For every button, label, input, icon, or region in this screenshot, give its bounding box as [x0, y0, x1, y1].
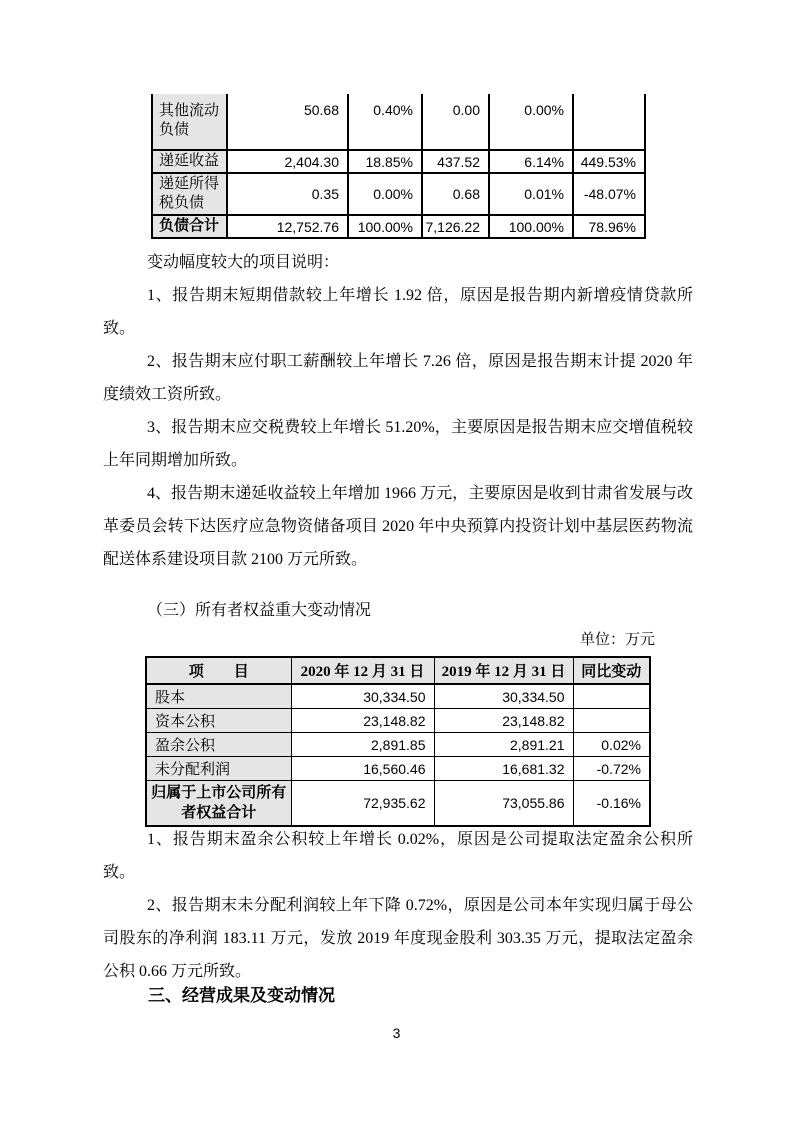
pct-2020: 18.85%	[348, 150, 422, 173]
pct-2019: 6.14%	[489, 150, 573, 173]
row-label: 递延所得税负债	[152, 173, 227, 215]
header-yoy: 同比变动	[573, 657, 650, 684]
row-label: 归属于上市公司所有者权益合计	[146, 781, 291, 827]
value-2019: 2,891.21	[434, 733, 573, 757]
note-paragraph: 1、报告期末短期借款较上年增长 1.92 倍，原因是报告期内新增疫情贷款所致。	[103, 287, 693, 337]
yoy-change	[573, 94, 645, 150]
amount-2020: 2,404.30	[227, 150, 348, 173]
value-2019: 23,148.82	[434, 709, 573, 733]
value-2020: 2,891.85	[291, 733, 434, 757]
value-2020: 16,560.46	[291, 757, 434, 781]
note-paragraph: 4、报告期末递延收益较上年增加 1966 万元，主要原因是收到甘肃省发展与改革委员会转下达医疗应急物资储备项目 2020 年中央预算内投资计划中基层医药物流配送体系建设项目款 2100 万元所致。	[103, 485, 693, 568]
yoy-change: 449.53%	[573, 150, 645, 173]
header-2019: 2019 年 12 月 31 日	[434, 657, 573, 684]
pct-2020: 0.40%	[348, 94, 422, 150]
table-row-total	[146, 781, 650, 827]
header-item: 项 目	[146, 657, 291, 684]
value-2019: 73,055.86	[434, 781, 573, 827]
table-row	[146, 733, 650, 757]
results-section-heading: 三、经营成果及变动情况	[148, 986, 335, 1005]
yoy-change: 0.02%	[573, 733, 650, 757]
notes-intro: 变动幅度较大的项目说明：	[147, 254, 340, 271]
row-label: 资本公积	[146, 709, 291, 733]
amount-2019: 437.52	[422, 150, 489, 173]
equity-notes-block	[103, 823, 693, 988]
row-label: 负债合计	[152, 215, 227, 238]
value-2019: 16,681.32	[434, 757, 573, 781]
yoy-change	[573, 684, 650, 709]
amount-2020: 0.35	[227, 173, 348, 215]
amount-2019: 7,126.22	[422, 215, 489, 238]
value-2019: 30,334.50	[434, 684, 573, 709]
pct-2019: 0.01%	[489, 173, 573, 215]
table-row-total	[152, 215, 645, 238]
value-2020: 23,148.82	[291, 709, 434, 733]
table-row	[146, 757, 650, 781]
value-2020: 30,334.50	[291, 684, 434, 709]
yoy-change: -0.16%	[573, 781, 650, 827]
table-row	[152, 150, 645, 173]
table-row	[152, 94, 645, 150]
value-2020: 72,935.62	[291, 781, 434, 827]
header-2020: 2020 年 12 月 31 日	[291, 657, 434, 684]
note-paragraph: 2、报告期末应付职工薪酬较上年增长 7.26 倍，原因是报告期末计提 2020 年度绩效工资所致。	[103, 353, 693, 403]
note-paragraph: 1、报告期末盈余公积较上年增长 0.02%，原因是公司提取法定盈余公积所致。	[103, 831, 693, 881]
yoy-change: 78.96%	[573, 215, 645, 238]
row-label: 股本	[146, 684, 291, 709]
row-label: 递延收益	[152, 150, 227, 173]
pct-2020: 100.00%	[348, 215, 422, 238]
unit-label: 单位：万元	[579, 632, 655, 648]
note-paragraph: 3、报告期末应交税费较上年增长 51.20%，主要原因是报告期末应交增值税较上年同期增加所致。	[103, 419, 693, 469]
liabilities-table	[151, 94, 646, 239]
note-paragraph: 2、报告期末未分配利润较上年下降 0.72%，原因是公司本年实现归属于母公司股东的净利润 183.11 万元，发放 2019 年度现金股利 303.35 万元，提取法定盈余公积 0.66 万元所致。	[103, 897, 693, 980]
amount-2019: 0.68	[422, 173, 489, 215]
amount-2019: 0.00	[422, 94, 489, 150]
row-label: 盈余公积	[146, 733, 291, 757]
yoy-change: -48.07%	[573, 173, 645, 215]
yoy-change	[573, 709, 650, 733]
row-label: 其他流动负债	[152, 94, 227, 150]
row-label: 未分配利润	[146, 757, 291, 781]
table-header-row	[146, 657, 650, 684]
table-row	[152, 173, 645, 215]
amount-2020: 12,752.76	[227, 215, 348, 238]
pct-2019: 0.00%	[489, 94, 573, 150]
equity-section-title: （三）所有者权益重大变动情况	[147, 602, 372, 619]
amount-2020: 50.68	[227, 94, 348, 150]
table-row	[146, 709, 650, 733]
equity-table	[145, 656, 651, 827]
table-row	[146, 684, 650, 709]
yoy-change: -0.72%	[573, 757, 650, 781]
pct-2020: 0.00%	[348, 173, 422, 215]
change-notes-block	[103, 246, 693, 576]
pct-2019: 100.00%	[489, 215, 573, 238]
page-number: 3	[392, 1025, 401, 1041]
